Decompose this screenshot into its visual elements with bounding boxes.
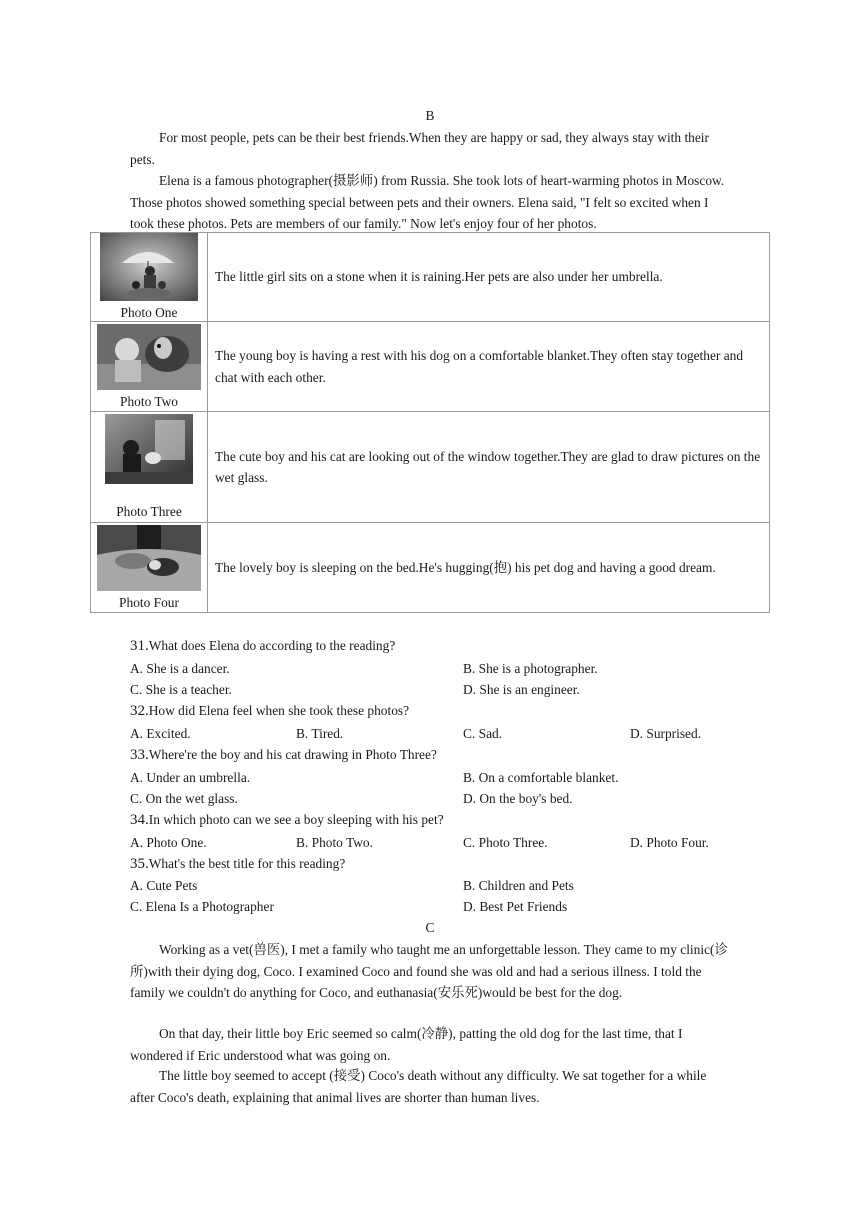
question-32: [130, 703, 409, 720]
photo-description: The cute boy and his cat are looking out of the window together.They are glad to draw pictures on the wet glass.: [208, 412, 770, 523]
option-b[interactable]: B. Photo Two.: [296, 835, 373, 850]
option-a[interactable]: A. Photo One.: [130, 835, 207, 850]
photo-caption: Photo Two: [120, 393, 178, 409]
option-b[interactable]: B. Children and Pets: [463, 878, 574, 893]
photo-description: The lovely boy is sleeping on the bed.He's hugging(抱) his pet dog and having a good dream.: [208, 523, 770, 613]
option-c[interactable]: C. She is a teacher.: [130, 682, 232, 697]
question-text: Where're the boy and his cat drawing in Photo Three?: [148, 747, 437, 762]
question-number: 33.: [130, 747, 149, 763]
photo-row: [91, 233, 770, 322]
photo-four-image: [97, 525, 201, 591]
photo-cell: [91, 322, 208, 412]
photo-row: [91, 523, 770, 613]
section-b-heading: B: [425, 108, 435, 123]
section-b-paragraph-1: For most people, pets can be their best friends.When they are happy or sad, they always stay with their pets.: [130, 130, 709, 167]
question-number: 32.: [130, 703, 149, 719]
option-a[interactable]: A. Excited.: [130, 726, 191, 741]
option-c[interactable]: C. Sad.: [463, 726, 503, 741]
option-d[interactable]: D. She is an engineer.: [463, 682, 580, 697]
question-number: 35.: [130, 856, 149, 872]
photo-caption: Photo Four: [119, 594, 179, 610]
option-b[interactable]: B. She is a photographer.: [463, 661, 598, 676]
question-text: In which photo can we see a boy sleeping with his pet?: [148, 812, 444, 827]
question-34: [130, 812, 444, 829]
question-number: 34.: [130, 812, 149, 828]
photo-one-image: [100, 233, 198, 301]
photo-description: The little girl sits on a stone when it is raining.Her pets are also under her umbrella.: [208, 233, 770, 322]
option-d[interactable]: D. On the boy's bed.: [463, 791, 573, 806]
option-a[interactable]: A. Cute Pets: [130, 878, 198, 893]
option-d[interactable]: D. Best Pet Friends: [463, 899, 568, 914]
section-c-paragraph-3: The little boy seemed to accept (接受) Coco's death without any difficulty. We sat together for a while after Coco's death, explaining that animal lives are shorter than human lives.: [130, 1068, 707, 1105]
photo-description: The young boy is having a rest with his dog on a comfortable blanket.They often stay together and chat with each other.: [208, 322, 770, 412]
photo-caption: Photo Three: [116, 504, 182, 519]
option-c[interactable]: C. Elena Is a Photographer: [130, 899, 274, 914]
option-d[interactable]: D. Photo Four.: [630, 835, 709, 850]
photo-two-image: [97, 324, 201, 390]
section-c-heading: C: [425, 920, 435, 935]
option-b[interactable]: B. Tired.: [296, 726, 344, 741]
question-35: [130, 856, 345, 873]
section-b-paragraph-2: Elena is a famous photographer(摄影师) from Russia. She took lots of heart-warming photos in Moscow. Those photos showed something special between pets and their owners. Elena said, "I felt so excited when I took these photos. Pets are members of our family." Now let's enjoy four of her photos.: [130, 173, 725, 231]
option-a[interactable]: A. She is a dancer.: [130, 661, 230, 676]
photo-cell: [91, 233, 208, 322]
question-31: [130, 638, 395, 655]
photo-caption: Photo One: [120, 305, 178, 320]
question-text: How did Elena feel when she took these photos?: [148, 703, 410, 718]
question-number: 31.: [130, 638, 149, 654]
photo-row: [91, 412, 770, 523]
photo-cell: [91, 412, 208, 523]
photo-three-image: [105, 414, 193, 484]
question-33: [130, 747, 437, 764]
option-b[interactable]: B. On a comfortable blanket.: [463, 770, 619, 785]
question-text: What does Elena do according to the reading?: [148, 638, 396, 653]
question-text: What's the best title for this reading?: [148, 856, 346, 871]
option-a[interactable]: A. Under an umbrella.: [130, 770, 251, 785]
photo-table: [90, 232, 770, 613]
photo-cell: [91, 523, 208, 613]
option-c[interactable]: C. Photo Three.: [463, 835, 548, 850]
option-c[interactable]: C. On the wet glass.: [130, 791, 238, 806]
section-c-paragraph-2: On that day, their little boy Eric seemed so calm(冷静), patting the old dog for the last time, that I wondered if Eric understood what was going on.: [130, 1026, 683, 1063]
section-c-paragraph-1: Working as a vet(兽医), I met a family who taught me an unforgettable lesson. They came to my clinic(诊所)with their dying dog, Coco. I examined Coco and found she was old and had a serious illness. I told the family we couldn't do anything for Coco, and euthanasia(安乐死)would be best for the dog.: [130, 942, 728, 1000]
option-d[interactable]: D. Surprised.: [630, 726, 702, 741]
photo-row: [91, 322, 770, 412]
